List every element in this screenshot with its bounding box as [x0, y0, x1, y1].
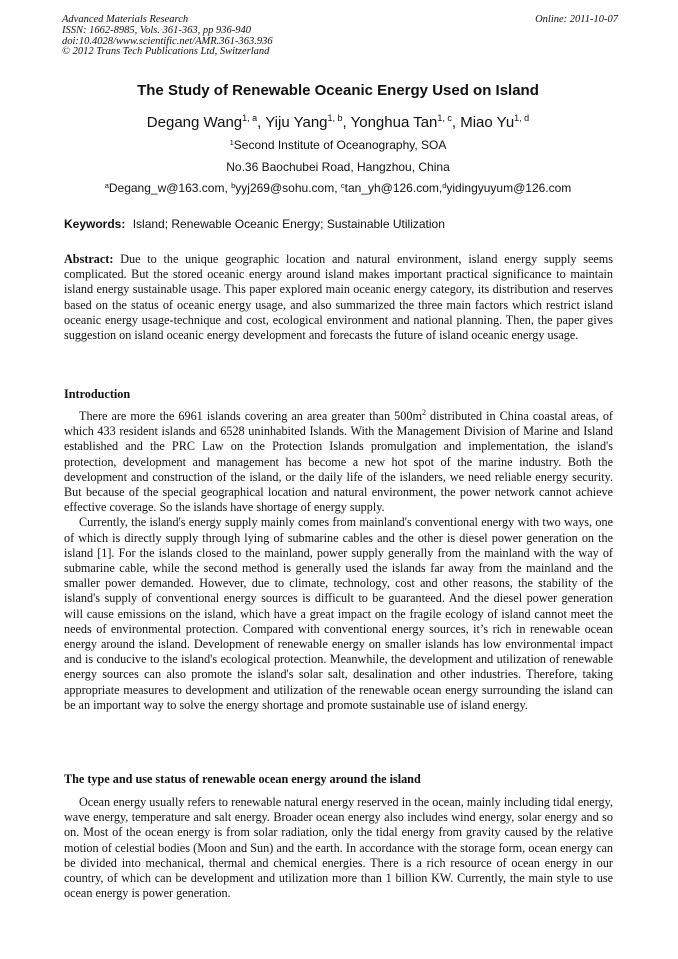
- section-body: [64, 795, 613, 901]
- author-sup: 1, d: [514, 113, 530, 123]
- affiliation-institute: [62, 138, 614, 152]
- keywords-label: Keywords:: [64, 217, 126, 231]
- email-link[interactable]: yyj269@sohu.com: [235, 181, 335, 195]
- keywords-text: Island; Renewable Oceanic Energy; Sustainable Utilization: [132, 217, 445, 231]
- affiliation-sup: 1: [229, 138, 234, 147]
- email-link[interactable]: tan_yh@126.com: [344, 181, 439, 195]
- author-sup: 1, c: [437, 113, 452, 123]
- affiliation-address: No.36 Baochubei Road, Hangzhou, China: [226, 160, 450, 174]
- paragraph: Ocean energy usually refers to renewable natural energy reserved in the ocean, mainly including tidal energy, wave energy, temperature and salt energy. Broader ocean energy also includes wind energy, solar energy and so on. Most of the ocean energy is from solar radiation, only the tidal energy from gravity caused by the relative motion of celestial bodies (Moon and Sun) and the earth. In accordance with the storage form, ocean energy can be divided into mechanical, thermal and chemical energies. There is a rich resource of ocean energy in our country, of which can be development and utilization more than 1 billion KW. Currently, the main style to use ocean energy is power generation.: [64, 795, 613, 901]
- email-link[interactable]: yidingyuyum@126.com: [446, 181, 572, 195]
- paragraph: Currently, the island's energy supply mainly comes from mainland's conventional energy with two ways, one of which is directly supply through lying of submarine cables and the other is diesel power generation on the island [1]. For the islands closed to the mainland, power supply generally from the mainland with the way of submarine cable, while the second method is generally used the islands far away from the mainland and the smaller power demanded. However, due to climate, technology, cost and other reasons, the stability of the island's supply of conventional energy sources is difficult to be guaranteed. And the diesel power generation will cause emissions on the island, which have a great impact on the fragile ecology of island cannot meet the needs of environmental protection. Compared with conventional energy sources, it’s rich in renewable ocean energy around the island. Development of renewable energy on smaller islands has low environmental impact and is conducive to the island's ecological protection. Meanwhile, the development and utilization of renewable energy sources can also promote the island's solar salt, desalination and other industries. Therefore, taking appropriate measures to development and utilization of the renewable ocean energy surrounding the island can be an important way to solve the energy shortage and promote sustainable use of island energy.: [64, 515, 613, 712]
- author-emails: $^a$Degang_w@163.com, $^b$yyj269@sohu.com, $^c$tan_yh@126.com,$^d$yidingyuyum@126.com: [104, 181, 572, 195]
- author-list: Degang Wang$^{1, a}$, Yiju Yang$^{1, b}$, Yonghua Tan$^{1, c}$, Miao Yu$^{1, d}$: [146, 113, 530, 131]
- copyright-line: © 2012 Trans Tech Publications Ltd, Switzerland: [62, 46, 270, 58]
- section-heading: The type and use status of renewable ocean energy around the island: [64, 772, 421, 786]
- superscript: 2: [421, 408, 426, 417]
- email-sup: b: [231, 181, 236, 190]
- doi-line[interactable]: doi:10.4028/www.scientific.net/AMR.361-363.936: [62, 35, 273, 47]
- keywords: [64, 217, 445, 231]
- email-sup: a: [104, 181, 109, 190]
- abstract: [64, 252, 613, 343]
- author-name: Yonghua Tan: [350, 114, 438, 131]
- abstract-text: Due to the unique geographic location and natural environment, island energy supply seems complicated. But the stored oceanic energy around island makes important practical significance to maintain island energy sustainable usage. This paper explored main oceanic energy category, its distribution and reserves based on the status of oceanic energy usage, and also summarized the three main factors which restrict island oceanic energy usage-technique and cost, ecological environment and national planning. Then, the paper gives suggestion on island oceanic energy development and forecasts the future of island oceanic energy usage.: [64, 252, 613, 343]
- author-name: Miao Yu: [460, 114, 515, 131]
- online-date: Online: 2011-10-07: [535, 14, 618, 25]
- paragraph-text: distributed in China coastal areas, of which 433 resident islands and 6528 uninhabited Islands. With the Management Division of Marine and Island established and the PRC Law on the Protection Islands promulgation and implementation, the island's protection, development and management has become a new hot spot of the marine industry. Both the development and construction of the island, or the daily life of the islanders, we need reliable energy security. But because of the special geographical location and natural environment, the power network cannot achieve effective coverage. So the islands have shortage of energy supply.: [64, 409, 613, 515]
- introduction-body: [64, 409, 613, 713]
- author-sup: 1, b: [327, 113, 343, 123]
- author-name: Yiju Yang: [265, 114, 328, 131]
- introduction-heading: Introduction: [64, 387, 131, 401]
- author-sup: 1, a: [242, 113, 258, 123]
- email-sup: c: [340, 181, 345, 190]
- journal-name: Advanced Materials Research: [62, 14, 189, 25]
- paragraph: [64, 409, 613, 515]
- abstract-label: Abstract:: [64, 252, 114, 266]
- email-sup: d: [442, 181, 447, 190]
- author-name: Degang Wang: [146, 114, 243, 131]
- paper-title: The Study of Renewable Oceanic Energy Used on Island: [137, 82, 539, 99]
- paragraph-text: There are more the 6961 islands covering an area greater than 500m: [79, 409, 422, 423]
- issn-line: ISSN: 1662-8985, Vols. 361-363, pp 936-940: [62, 24, 251, 36]
- email-link[interactable]: Degang_w@163.com: [108, 181, 225, 195]
- journal-header: [62, 15, 618, 58]
- institute-name: Second Institute of Oceanography, SOA: [233, 138, 447, 152]
